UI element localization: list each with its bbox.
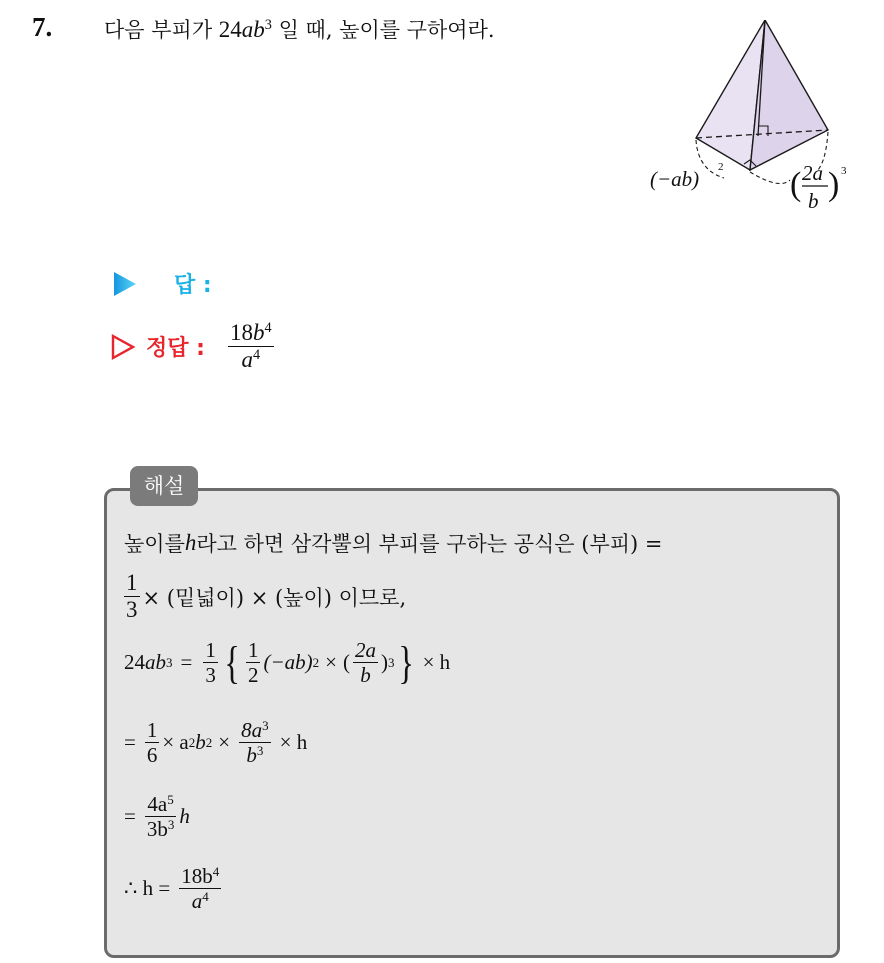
paren-close: )	[380, 650, 388, 675]
line3-tail: × h	[422, 650, 451, 675]
line4-mid: × a	[162, 730, 189, 755]
play-icon	[112, 271, 138, 297]
explanation-line-2	[124, 570, 406, 624]
figure-label-left: (−ab)	[650, 167, 700, 191]
left-brace: {	[224, 636, 240, 688]
correct-answer-row	[110, 320, 277, 374]
explanation-line-6	[124, 864, 224, 913]
line4-eq: =	[124, 730, 136, 755]
explanation-line-1	[124, 528, 663, 558]
question-volume	[219, 17, 272, 42]
explanation-line-4: = $\frac{1}{6}$ × a 2 b 2 × $\frac{8a^3}{b^3}$ × h	[124, 717, 308, 768]
ca-num-exp: 4	[264, 320, 272, 337]
line3-times: ×	[325, 650, 337, 675]
line4-den: 6	[146, 743, 158, 768]
line5-den: 3b	[146, 817, 168, 842]
line5-num-exp: 5	[167, 791, 174, 807]
line5-num: 4a	[147, 792, 168, 816]
right-edge-brace	[750, 172, 790, 184]
volume-exp: 3	[264, 17, 272, 34]
line4-frac-num: 8a	[241, 718, 263, 742]
line3-left-vars: ab	[145, 650, 166, 675]
line2-den: 3	[126, 597, 138, 623]
question-text-after: 일 때, 높이를 구하여라.	[271, 18, 495, 42]
volume-vars: ab	[241, 17, 265, 42]
figure-paren-close: )	[828, 166, 840, 203]
line3-frac-num: 1	[205, 638, 216, 662]
figure-label-left-exp: 2	[718, 161, 724, 173]
answer-row	[112, 268, 212, 299]
line4-mid-b: b	[195, 730, 206, 755]
line4-num: 1	[146, 718, 158, 742]
outline-play-icon	[110, 333, 136, 361]
line6-num-exp: 4	[212, 863, 220, 879]
volume-coef: 24	[218, 17, 242, 42]
figure-paren-open: (	[790, 166, 802, 203]
ca-den-var: a	[241, 347, 253, 373]
pyramid-figure	[640, 20, 850, 220]
line3-left: 24	[124, 650, 145, 675]
figure-label-right-num: 2a	[802, 161, 823, 185]
line3-eq: =	[180, 650, 193, 675]
ca-num-coef: 18	[229, 320, 253, 345]
explanation-tab: 해설	[130, 466, 198, 506]
paren-open: (	[342, 650, 350, 675]
answer-label: 답 :	[174, 273, 212, 298]
explanation-line-5	[124, 792, 190, 841]
line3-frac-den: 3	[205, 663, 216, 688]
line3-inner-num: 1	[247, 638, 259, 662]
line4-frac-num-exp: 3	[262, 717, 269, 733]
line4-frac-den: b	[246, 743, 257, 768]
explanation-line-3: 24 ab 3 = $\frac{1}{3}$ { $\frac{1}{2}$ (−ab) 2 × ( $\frac{2a}{b}$ ) 3 } × h	[124, 636, 451, 688]
line6-num: 18b	[181, 864, 213, 888]
line3-term2-den: b	[360, 663, 371, 688]
line5-eq: =	[124, 804, 136, 829]
line5-var: h	[179, 804, 190, 829]
line5-den-exp: 3	[167, 816, 175, 832]
correct-answer-value	[225, 320, 277, 374]
line3-term2-num: 2a	[354, 638, 376, 662]
line4-tail: × h	[279, 730, 308, 755]
question-number: 7.	[32, 12, 53, 42]
line1-var: h	[184, 530, 197, 555]
line3-inner-den: 2	[247, 663, 259, 688]
figure-label-right-exp: 3	[841, 165, 847, 177]
line6-prefix: ∴ h =	[124, 876, 171, 901]
question-text	[104, 14, 495, 44]
figure-label-right-den: b	[808, 189, 819, 213]
line6-den: a	[191, 889, 203, 914]
line4-times: ×	[218, 730, 231, 755]
right-brace: }	[397, 636, 414, 688]
line4-frac-den-exp: 3	[256, 742, 264, 758]
ca-den-exp: 4	[252, 347, 261, 364]
line1-suffix: 라고 하면 삼각뿔의 부피를 구하는 공식은 (부피) =	[196, 532, 663, 556]
ca-num-var: b	[252, 320, 265, 345]
line3-term1: (−ab)	[263, 650, 313, 675]
line2-text: × (밑넓이) × (높이) 이므로,	[142, 585, 407, 610]
correct-answer-label: 정답 :	[146, 336, 205, 362]
question-text-before: 다음 부피가	[104, 18, 219, 42]
line2-num: 1	[124, 570, 140, 597]
line1-prefix: 높이를	[124, 532, 185, 556]
line6-den-exp: 4	[202, 888, 209, 904]
